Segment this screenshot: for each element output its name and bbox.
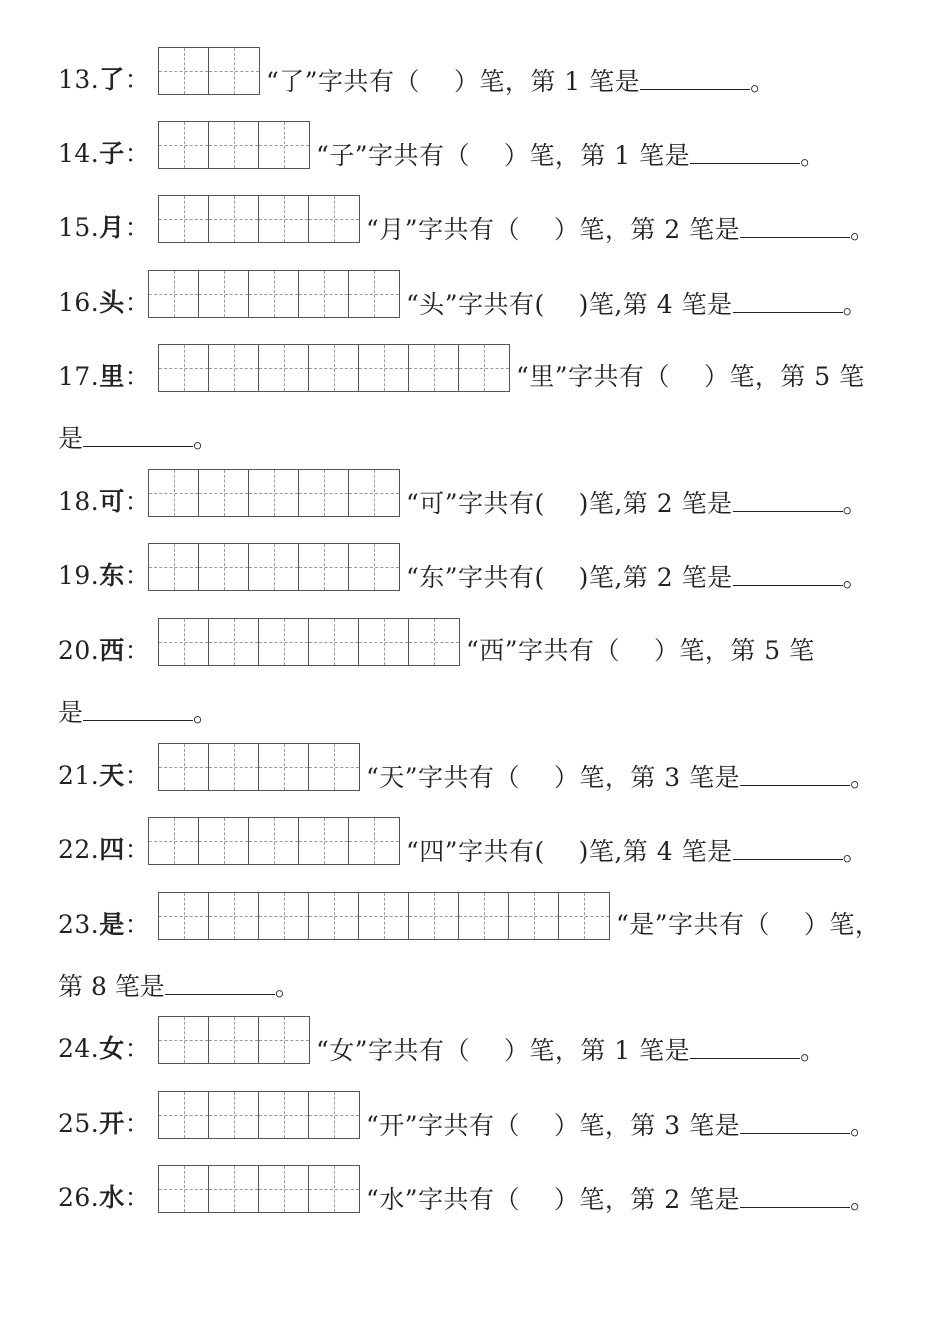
question-label <box>58 910 150 940</box>
question-number: 16. <box>58 288 100 317</box>
question-continuation <box>58 422 218 454</box>
question-character: 里 <box>99 362 125 391</box>
question-row <box>0 1091 950 1151</box>
writing-cell[interactable] <box>209 1166 259 1212</box>
question-row <box>0 618 950 727</box>
question-row <box>0 47 950 107</box>
question-text <box>366 213 876 245</box>
question-text <box>366 761 876 793</box>
writing-cell[interactable] <box>209 196 259 242</box>
writing-cell[interactable] <box>159 1092 209 1138</box>
writing-cell[interactable] <box>359 619 409 665</box>
question-label <box>58 1034 150 1064</box>
question-row <box>0 344 950 453</box>
answer-blank[interactable] <box>740 1109 850 1134</box>
writing-cell[interactable] <box>559 893 609 939</box>
writing-cell[interactable] <box>309 345 359 391</box>
writing-cell[interactable] <box>199 818 249 864</box>
colon: ： <box>124 65 151 94</box>
colon: ： <box>124 761 151 790</box>
question-text <box>616 910 880 940</box>
writing-cell[interactable] <box>349 544 399 590</box>
question-label <box>58 561 150 591</box>
colon: ： <box>124 487 151 516</box>
writing-cell[interactable] <box>299 271 349 317</box>
writing-cell[interactable] <box>159 893 209 939</box>
question-row <box>0 270 950 330</box>
question-text <box>406 487 868 519</box>
question-label <box>58 213 150 243</box>
writing-cell[interactable] <box>149 544 199 590</box>
writing-cell[interactable] <box>509 893 559 939</box>
writing-cell[interactable] <box>249 818 299 864</box>
question-text <box>366 1183 876 1215</box>
writing-cell[interactable] <box>159 1166 209 1212</box>
colon: ： <box>124 636 151 665</box>
writing-cell[interactable] <box>209 1092 259 1138</box>
question-prompt: “水”字共有（ ）笔，第 2 笔是 <box>366 1185 741 1214</box>
question-label <box>58 761 150 791</box>
question-character: 是 <box>99 910 125 939</box>
question-label <box>58 1109 150 1139</box>
writing-cell[interactable] <box>259 345 309 391</box>
stroke-order-grid <box>148 817 400 865</box>
question-prompt: “东”字共有( )笔,第 2 笔是 <box>406 563 733 592</box>
question-label <box>58 288 150 318</box>
question-text <box>266 65 776 97</box>
question-row <box>0 1165 950 1225</box>
answer-blank[interactable] <box>733 487 843 512</box>
question-number: 20. <box>58 636 100 665</box>
question-number: 15. <box>58 213 100 242</box>
writing-cell[interactable] <box>209 893 259 939</box>
question-row <box>0 121 950 181</box>
question-number: 24. <box>58 1034 100 1063</box>
question-character: 西 <box>99 636 125 665</box>
continuation-text: 是 <box>58 698 84 727</box>
question-continuation <box>58 970 300 1002</box>
stroke-order-grid <box>158 121 310 169</box>
writing-cell[interactable] <box>159 345 209 391</box>
question-character: 天 <box>99 761 125 790</box>
writing-cell[interactable] <box>259 619 309 665</box>
question-character: 头 <box>99 288 125 317</box>
period: 。 <box>842 563 869 592</box>
colon: ： <box>124 835 151 864</box>
question-row <box>0 892 950 1001</box>
writing-cell[interactable] <box>409 893 459 939</box>
colon: ： <box>124 1183 151 1212</box>
writing-cell[interactable] <box>259 1166 309 1212</box>
question-character: 水 <box>99 1183 125 1212</box>
writing-cell[interactable] <box>349 470 399 516</box>
stroke-order-grid <box>158 743 360 791</box>
writing-cell[interactable] <box>299 544 349 590</box>
writing-cell[interactable] <box>259 1092 309 1138</box>
answer-blank[interactable] <box>690 1034 800 1059</box>
writing-cell[interactable] <box>159 122 209 168</box>
stroke-order-grid <box>158 195 360 243</box>
question-number: 25. <box>58 1109 100 1138</box>
colon: ： <box>124 910 151 939</box>
question-text <box>406 835 868 867</box>
writing-cell[interactable] <box>309 619 359 665</box>
writing-cell[interactable] <box>349 818 399 864</box>
writing-cell[interactable] <box>309 1166 359 1212</box>
question-prompt: “是”字共有（ ）笔， <box>616 910 881 939</box>
question-text <box>316 1034 826 1066</box>
question-number: 18. <box>58 487 100 516</box>
colon: ： <box>124 288 151 317</box>
colon: ： <box>124 561 151 590</box>
writing-cell[interactable] <box>259 196 309 242</box>
question-number: 17. <box>58 362 100 391</box>
writing-cell[interactable] <box>249 271 299 317</box>
period: 。 <box>193 698 219 727</box>
writing-cell[interactable] <box>409 345 459 391</box>
writing-cell[interactable] <box>209 345 259 391</box>
question-label <box>58 487 150 517</box>
question-number: 14. <box>58 139 100 168</box>
question-row <box>0 469 950 529</box>
writing-cell[interactable] <box>349 271 399 317</box>
period: 。 <box>800 1036 826 1065</box>
question-prompt: “女”字共有（ ）笔，第 1 笔是 <box>316 1036 691 1065</box>
writing-cell[interactable] <box>149 271 199 317</box>
writing-cell[interactable] <box>249 470 299 516</box>
writing-cell[interactable] <box>259 893 309 939</box>
writing-cell[interactable] <box>299 818 349 864</box>
stroke-order-grid <box>158 344 510 392</box>
question-label <box>58 65 150 95</box>
answer-blank[interactable] <box>733 288 843 313</box>
writing-cell[interactable] <box>459 345 509 391</box>
writing-cell[interactable] <box>159 619 209 665</box>
question-character: 月 <box>99 213 125 242</box>
question-prompt: “天”字共有（ ）笔，第 3 笔是 <box>366 763 741 792</box>
period: 。 <box>842 489 869 518</box>
writing-cell[interactable] <box>209 1017 259 1063</box>
question-number: 26. <box>58 1183 100 1212</box>
writing-cell[interactable] <box>149 470 199 516</box>
writing-cell[interactable] <box>309 893 359 939</box>
question-text <box>466 636 815 666</box>
writing-cell[interactable] <box>159 744 209 790</box>
question-prompt: “西”字共有（ ）笔，第 5 笔 <box>466 636 815 665</box>
question-prompt: “开”字共有（ ）笔，第 3 笔是 <box>366 1111 741 1140</box>
writing-cell[interactable] <box>459 893 509 939</box>
stroke-order-grid <box>158 618 460 666</box>
stroke-order-grid <box>148 270 400 318</box>
question-number: 13. <box>58 65 100 94</box>
period: 。 <box>850 215 876 244</box>
colon: ： <box>124 213 151 242</box>
colon: ： <box>124 1034 151 1063</box>
answer-blank[interactable] <box>83 422 193 447</box>
question-label <box>58 1183 150 1213</box>
colon: ： <box>124 362 151 391</box>
question-row <box>0 743 950 803</box>
question-label <box>58 835 150 865</box>
question-row <box>0 817 950 877</box>
question-prompt: “月”字共有（ ）笔，第 2 笔是 <box>366 215 741 244</box>
answer-blank[interactable] <box>83 696 193 721</box>
answer-blank[interactable] <box>165 970 275 995</box>
question-number: 23. <box>58 910 100 939</box>
question-character: 四 <box>99 835 125 864</box>
period: 。 <box>850 1185 876 1214</box>
answer-blank[interactable] <box>740 213 850 238</box>
writing-cell[interactable] <box>409 619 459 665</box>
continuation-text: 第 8 笔是 <box>58 972 165 1001</box>
writing-cell[interactable] <box>209 744 259 790</box>
question-prompt: “四”字共有( )笔,第 4 笔是 <box>406 837 733 866</box>
stroke-order-grid <box>158 892 610 940</box>
question-character: 子 <box>99 139 125 168</box>
period: 。 <box>842 290 869 319</box>
question-text <box>406 561 868 593</box>
writing-cell[interactable] <box>359 893 409 939</box>
question-row <box>0 1016 950 1076</box>
stroke-order-grid <box>148 469 400 517</box>
writing-cell[interactable] <box>359 345 409 391</box>
question-text <box>406 288 868 320</box>
period: 。 <box>842 837 869 866</box>
writing-cell[interactable] <box>159 48 209 94</box>
question-prompt: “子”字共有（ ）笔，第 1 笔是 <box>316 141 691 170</box>
colon: ： <box>124 1109 151 1138</box>
writing-cell[interactable] <box>209 48 259 94</box>
writing-cell[interactable] <box>159 1017 209 1063</box>
question-text <box>516 362 865 392</box>
period: 。 <box>750 67 776 96</box>
writing-cell[interactable] <box>259 1017 309 1063</box>
stroke-order-grid <box>148 543 400 591</box>
answer-blank[interactable] <box>690 139 800 164</box>
continuation-text: 是 <box>58 424 84 453</box>
writing-cell[interactable] <box>259 122 309 168</box>
writing-cell[interactable] <box>249 544 299 590</box>
answer-blank[interactable] <box>740 761 850 786</box>
writing-cell[interactable] <box>159 196 209 242</box>
question-text <box>316 139 826 171</box>
period: 。 <box>850 1111 876 1140</box>
stroke-order-grid <box>158 1016 310 1064</box>
question-character: 女 <box>99 1034 125 1063</box>
writing-cell[interactable] <box>199 470 249 516</box>
writing-cell[interactable] <box>149 818 199 864</box>
colon: ： <box>124 139 151 168</box>
stroke-order-grid <box>158 47 260 95</box>
question-prompt: “头”字共有( )笔,第 4 笔是 <box>406 290 733 319</box>
period: 。 <box>800 141 826 170</box>
writing-cell[interactable] <box>259 744 309 790</box>
question-number: 19. <box>58 561 100 590</box>
writing-cell[interactable] <box>209 619 259 665</box>
stroke-order-grid <box>158 1165 360 1213</box>
question-row <box>0 195 950 255</box>
writing-cell[interactable] <box>199 544 249 590</box>
period: 。 <box>274 972 300 1001</box>
question-prompt: “可”字共有( )笔,第 2 笔是 <box>406 489 733 518</box>
question-number: 21. <box>58 761 100 790</box>
writing-cell[interactable] <box>299 470 349 516</box>
question-prompt: “了”字共有（ ）笔，第 1 笔是 <box>266 67 641 96</box>
question-continuation <box>58 696 218 728</box>
period: 。 <box>850 763 876 792</box>
question-character: 了 <box>99 65 125 94</box>
question-label <box>58 636 150 666</box>
writing-cell[interactable] <box>309 196 359 242</box>
question-label <box>58 139 150 169</box>
writing-cell[interactable] <box>309 744 359 790</box>
question-label <box>58 362 150 392</box>
writing-cell[interactable] <box>199 271 249 317</box>
question-character: 东 <box>99 561 125 590</box>
question-character: 开 <box>99 1109 125 1138</box>
writing-cell[interactable] <box>209 122 259 168</box>
writing-cell[interactable] <box>309 1092 359 1138</box>
period: 。 <box>193 424 219 453</box>
question-character: 可 <box>99 487 125 516</box>
answer-blank[interactable] <box>640 65 750 90</box>
question-number: 22. <box>58 835 100 864</box>
question-text <box>366 1109 876 1141</box>
question-row <box>0 543 950 603</box>
stroke-order-grid <box>158 1091 360 1139</box>
answer-blank[interactable] <box>733 561 843 586</box>
answer-blank[interactable] <box>740 1183 850 1208</box>
question-prompt: “里”字共有（ ）笔，第 5 笔 <box>516 362 865 391</box>
answer-blank[interactable] <box>733 835 843 860</box>
